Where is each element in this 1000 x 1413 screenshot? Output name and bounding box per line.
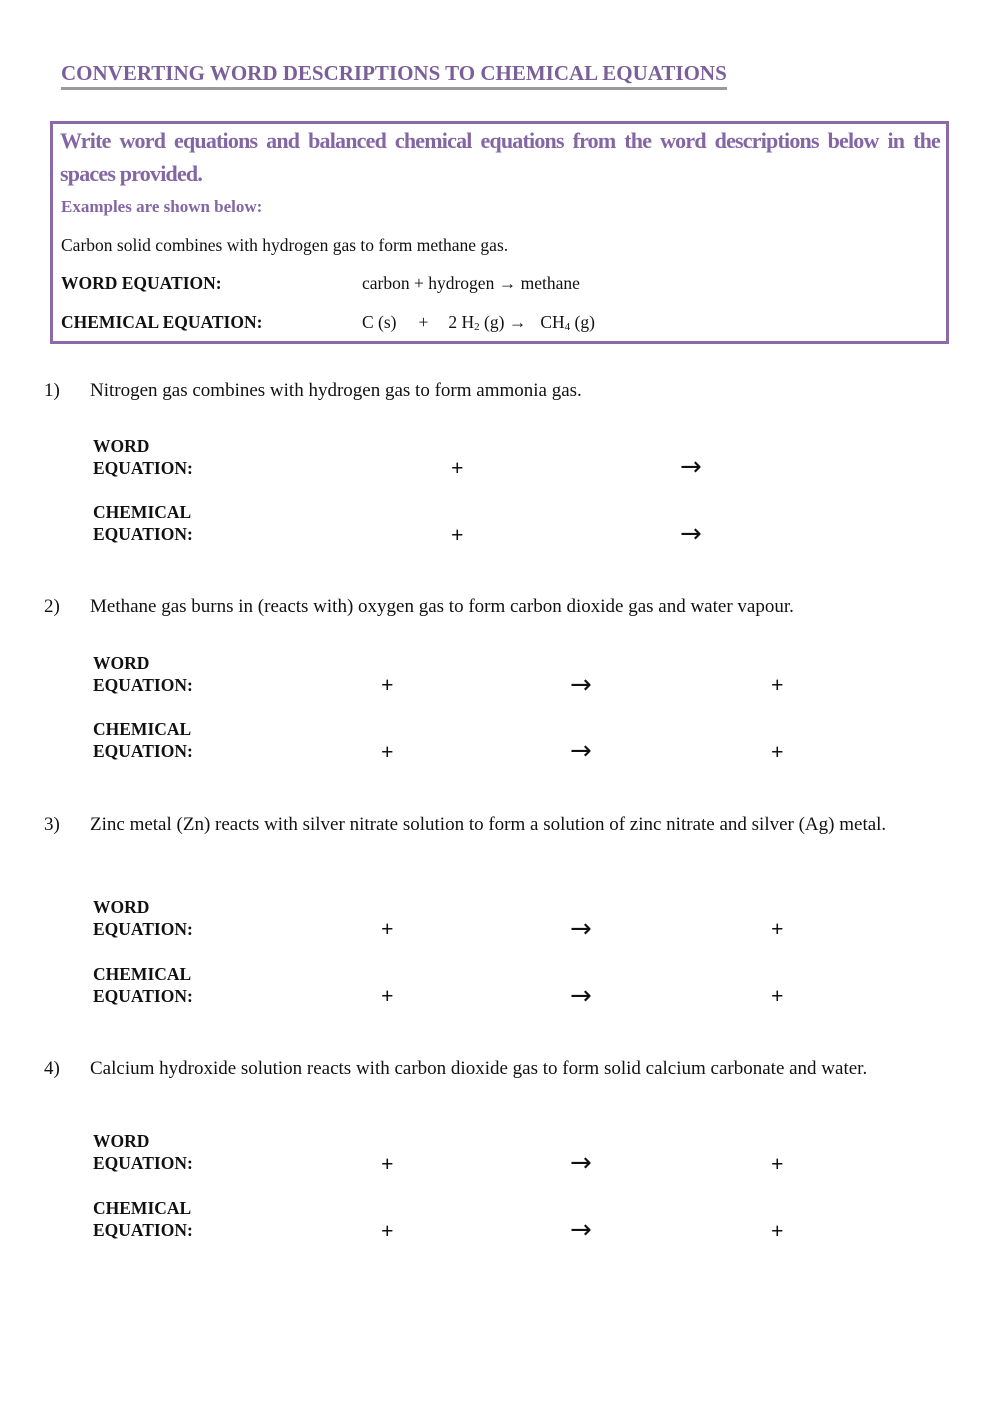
question-1-chemical-equation-label: CHEMICAL EQUATION: [93, 502, 193, 544]
question-4-number: 4) [44, 1058, 60, 1079]
question-1-chemical-arrow: → [680, 519, 702, 549]
instructions-text: Write word equations and balanced chemical equations from the word descriptions below in the spaces provided. [60, 128, 940, 186]
question-1-word-arrow: → [680, 452, 702, 482]
question-2-chemical-plus-2: + [771, 739, 784, 764]
question-3-word-equation-label: WORD EQUATION: [93, 897, 193, 939]
example-chem-arrow: → [508, 312, 527, 332]
question-3-word-arrow: → [570, 914, 592, 944]
example-chemical-equation [362, 312, 595, 333]
example-chem-plus: + [418, 312, 429, 332]
question-2-word-plus-1: + [381, 672, 394, 697]
question-4-word-equation-label: WORD EQUATION: [93, 1131, 193, 1173]
question-3-word-plus-2: + [771, 916, 784, 941]
question-2-chemical-arrow: → [570, 736, 592, 766]
question-4-word-arrow: → [570, 1148, 592, 1178]
question-1-number: 1) [44, 380, 60, 401]
question-1-word-plus: + [451, 455, 464, 480]
question-1-word-equation-label: WORD EQUATION: [93, 436, 193, 478]
question-3-word-plus-1: + [381, 916, 394, 941]
question-3-chemical-plus-1: + [381, 983, 394, 1008]
question-2-number: 2) [44, 596, 60, 617]
question-4-word-plus-2: + [771, 1151, 784, 1176]
example-description: Carbon solid combines with hydrogen gas to form methane gas. [61, 235, 509, 255]
question-2-word-plus-2: + [771, 672, 784, 697]
question-3-chemical-plus-2: + [771, 983, 784, 1008]
example-chem-term2: 2 $H_2$ (g) [448, 312, 505, 333]
question-4-chemical-equation-label: CHEMICAL EQUATION: [93, 1198, 193, 1240]
question-1-text: Nitrogen gas combines with hydrogen gas to form ammonia gas. [90, 380, 582, 401]
question-3-chemical-arrow: → [570, 981, 592, 1011]
question-3-text: Zinc metal (Zn) reacts with silver nitrate solution to form a solution of zinc nitrate and silver (Ag) metal. [90, 814, 887, 835]
question-3-chemical-equation-label: CHEMICAL EQUATION: [93, 964, 193, 1006]
examples-label: Examples are shown below: [61, 197, 263, 216]
question-4-text: Calcium hydroxide solution reacts with carbon dioxide gas to form solid calcium carbonate and water. [90, 1058, 868, 1079]
question-2-word-arrow: → [570, 670, 592, 700]
example-chem-product: $CH_4$ (g) [540, 312, 595, 333]
example-word-equation: carbon + hydrogen → methane [362, 273, 580, 293]
question-1-chemical-plus: + [451, 522, 464, 547]
question-3-number: 3) [44, 814, 60, 835]
question-2-text: Methane gas burns in (reacts with) oxygen gas to form carbon dioxide gas and water vapour. [90, 596, 794, 617]
example-chem-term1: C (s) [362, 312, 397, 332]
example-chemical-equation-label: CHEMICAL EQUATION: [61, 312, 263, 332]
page-title: CONVERTING WORD DESCRIPTIONS TO CHEMICAL EQUATIONS [61, 60, 727, 90]
question-2-chemical-plus-1: + [381, 739, 394, 764]
question-4-word-plus-1: + [381, 1151, 394, 1176]
question-4-chemical-arrow: → [570, 1215, 592, 1245]
question-4-chemical-plus-1: + [381, 1218, 394, 1243]
example-word-equation-label: WORD EQUATION: [61, 273, 222, 293]
question-2-chemical-equation-label: CHEMICAL EQUATION: [93, 719, 193, 761]
question-2-word-equation-label: WORD EQUATION: [93, 653, 193, 695]
question-4-chemical-plus-2: + [771, 1218, 784, 1243]
